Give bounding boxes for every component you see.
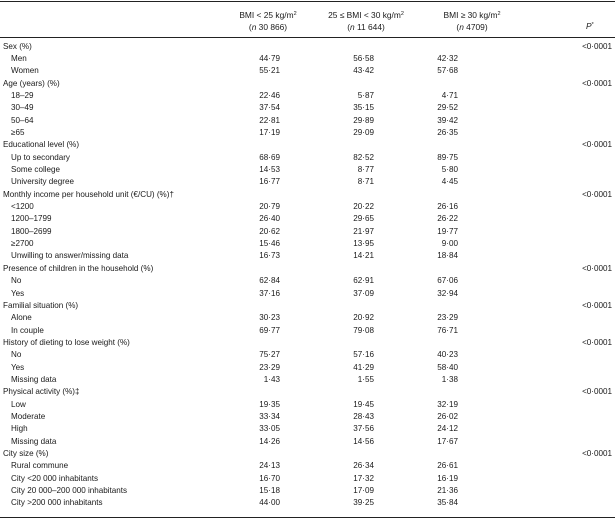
table-row [0, 128, 615, 139]
bmi-over-30-value: 67·06 [437, 276, 458, 286]
table-section-row [0, 387, 615, 398]
header-n: n [251, 21, 257, 32]
header-text: BMI < 25 kg/m [239, 10, 294, 20]
bmi-over-30-value: 26·61 [437, 461, 458, 471]
header-text: ( [347, 21, 350, 32]
top-rule [0, 1, 615, 2]
p-value: <0·0001 [582, 300, 612, 310]
row-label: 50–64 [11, 115, 34, 125]
bmi-over-30-value: 89·75 [437, 152, 458, 162]
bmi-over-30-value: 18·84 [437, 251, 458, 261]
table-row [0, 313, 615, 324]
row-label: 1200–1799 [11, 214, 52, 224]
bmi-over-30-value: 1·38 [441, 374, 458, 384]
bmi-25-30-value: 14·56 [353, 436, 374, 446]
header-rule [0, 37, 615, 38]
row-label: City >200 000 inhabitants [11, 498, 103, 508]
bmi-over-30-value: 32·19 [437, 399, 458, 409]
table-row [0, 474, 615, 485]
header-superscript: 2 [497, 11, 501, 17]
table-section-row [0, 42, 615, 53]
column-header-p-value [586, 21, 614, 33]
p-value: <0·0001 [582, 189, 612, 199]
row-label: Physical activity (%)‡ [3, 387, 80, 397]
bmi-over-30-value: 4·71 [441, 90, 458, 100]
bmi-over-30-value: 4·45 [441, 177, 458, 187]
table-row [0, 177, 615, 188]
table-row [0, 54, 615, 65]
bmi-over-30-value: 17·67 [437, 436, 458, 446]
bmi-under-25-value: 55·21 [259, 66, 280, 76]
row-label: Missing data [11, 436, 57, 446]
table-row [0, 227, 615, 238]
table-row [0, 486, 615, 497]
table-row [0, 66, 615, 77]
bmi-under-25-value: 68·69 [259, 152, 280, 162]
bmi-over-30-value: 16·19 [437, 473, 458, 483]
table-row [0, 498, 615, 509]
header-n: n [459, 21, 464, 32]
bmi-under-25-value: 16·77 [259, 177, 280, 187]
bmi-over-30-value: 23·29 [437, 313, 458, 323]
table-row [0, 363, 615, 374]
bmi-25-30-value: 82·52 [353, 152, 374, 162]
table-section-row [0, 140, 615, 151]
header-text: 11 644) [354, 21, 385, 32]
bmi-25-30-value: 14·21 [353, 251, 374, 261]
bmi-over-30-value: 32·94 [437, 288, 458, 298]
row-label: University degree [11, 177, 74, 187]
bmi-under-25-value: 16·70 [259, 473, 280, 483]
bmi-under-25-value: 19·35 [259, 399, 280, 409]
table-row [0, 239, 615, 250]
row-label: Low [11, 399, 26, 409]
table-row [0, 437, 615, 448]
bmi-under-25-value: 15·18 [259, 486, 280, 496]
bmi-25-30-value: 8·71 [357, 177, 374, 187]
bmi-under-25-value: 62·84 [259, 276, 280, 286]
bmi-over-30-value: 19·77 [437, 226, 458, 236]
bmi-25-30-value: 29·89 [353, 115, 374, 125]
row-label: <1200 [11, 202, 34, 212]
row-label: In couple [11, 325, 44, 335]
row-label: City <20 000 inhabitants [11, 473, 99, 483]
row-label: Moderate [11, 412, 46, 421]
table-row [0, 276, 615, 287]
row-label: Age (years) (%) [3, 78, 60, 88]
header-text: 30 866) [256, 21, 288, 32]
table-section-row [0, 190, 615, 201]
table-row [0, 116, 615, 127]
header-superscript: 2 [293, 11, 297, 17]
row-label: Rural commune [11, 461, 69, 471]
row-label: ≥65 [11, 127, 25, 137]
bmi-over-30-value: 21·36 [437, 486, 458, 496]
bmi-25-30-value: 17·09 [353, 486, 374, 496]
bmi-over-30-value: 42·32 [437, 53, 458, 63]
header-p: P [586, 21, 592, 31]
bmi-25-30-value: 28·43 [353, 412, 374, 421]
bmi-25-30-value: 43·42 [353, 66, 374, 76]
bmi-under-25-value: 14·26 [259, 436, 280, 446]
header-text: 4709) [463, 21, 488, 32]
table-section-row [0, 264, 615, 275]
table-row [0, 214, 615, 225]
row-label: Men [11, 53, 27, 63]
row-label: Educational level (%) [3, 140, 80, 150]
table-section-row [0, 338, 615, 349]
row-label: Women [11, 66, 39, 76]
table-row [0, 289, 615, 300]
table-row [0, 461, 615, 472]
bmi-under-25-value: 16·73 [259, 251, 280, 261]
bmi-under-25-value: 33·34 [259, 412, 280, 421]
p-value: <0·0001 [582, 337, 612, 347]
row-label: 18–29 [11, 90, 34, 100]
bmi-under-25-value: 44·00 [259, 498, 280, 508]
bmi-under-25-value: 30·23 [259, 313, 280, 323]
bmi-25-30-value: 8·77 [357, 165, 374, 174]
row-label: 30–49 [11, 103, 34, 113]
row-label: No [11, 276, 22, 286]
bmi-25-30-value: 79·08 [353, 325, 374, 335]
table-row [0, 350, 615, 361]
table-row [0, 412, 615, 423]
row-label: Yes [11, 362, 25, 372]
bmi-under-25-value: 37·16 [259, 288, 280, 298]
bmi-under-25-value: 37·54 [259, 103, 280, 113]
p-value: <0·0001 [582, 78, 612, 88]
bmi-under-25-value: 24·13 [259, 461, 280, 471]
bmi-over-30-value: 26·16 [437, 202, 458, 212]
bmi-25-30-value: 17·32 [353, 473, 374, 483]
bmi-under-25-value: 20·79 [259, 202, 280, 212]
table-row [0, 165, 615, 176]
p-value: <0·0001 [582, 140, 612, 150]
row-label: Alone [11, 313, 32, 323]
bmi-over-30-value: 26·35 [437, 127, 458, 137]
bmi-25-30-value: 29·09 [353, 127, 374, 137]
table-row [0, 375, 615, 386]
bmi-25-30-value: 1·55 [357, 374, 374, 384]
row-label: Yes [11, 288, 25, 298]
bmi-under-25-value: 22·46 [259, 90, 280, 100]
p-value: <0·0001 [582, 263, 612, 273]
bmi-over-30-value: 57·68 [437, 66, 458, 76]
header-n: n [350, 21, 355, 32]
row-label: Sex (%) [3, 41, 32, 51]
header-superscript: 2 [400, 11, 404, 17]
row-label: No [11, 350, 22, 360]
bmi-over-30-value: 58·40 [437, 362, 458, 372]
table-row [0, 251, 615, 262]
bmi-25-30-value: 20·22 [353, 202, 374, 212]
bmi-25-30-value: 37·09 [353, 288, 374, 298]
header-text: ( [248, 21, 252, 32]
p-value: <0·0001 [582, 41, 612, 51]
bmi-25-30-value: 5·87 [357, 90, 374, 100]
bmi-25-30-value: 29·65 [353, 214, 374, 224]
bmi-25-30-value: 37·56 [353, 424, 374, 434]
bmi-25-30-value: 19·45 [353, 399, 374, 409]
bmi-under-25-value: 22·81 [259, 115, 280, 125]
table-row [0, 103, 615, 114]
bmi-over-30-value: 24·12 [437, 424, 458, 434]
table-row [0, 202, 615, 213]
table-row [0, 91, 615, 102]
table-row [0, 326, 615, 337]
bmi-over-30-value: 26·02 [437, 412, 458, 421]
bmi-under-25-value: 17·19 [259, 127, 280, 137]
bmi-over-30-value: 29·52 [437, 103, 458, 113]
bmi-25-30-value: 21·97 [353, 226, 374, 236]
row-label: 1800–2699 [11, 226, 52, 236]
header-superscript: * [591, 22, 594, 28]
table-section-row [0, 301, 615, 312]
row-label: Missing data [11, 374, 57, 384]
table-row [0, 153, 615, 164]
bmi-25-30-value: 56·58 [353, 53, 374, 63]
bmi-over-30-value: 76·71 [437, 325, 458, 335]
bmi-over-30-value: 5·80 [441, 165, 458, 174]
row-label: Some college [11, 165, 61, 174]
table-row [0, 424, 615, 435]
bmi-under-25-value: 1·43 [263, 374, 280, 384]
row-label: Up to secondary [11, 152, 70, 162]
row-label: City size (%) [3, 449, 49, 459]
bmi-over-30-value: 40·23 [437, 350, 458, 360]
row-label: Monthly income per household unit (€/CU) (%)† [3, 189, 174, 199]
bmi-under-25-value: 33·05 [259, 424, 280, 434]
bmi-under-25-value: 23·29 [259, 362, 280, 372]
row-label: City 20 000–200 000 inhabitants [11, 486, 128, 496]
table-section-row [0, 79, 615, 90]
bmi-under-25-value: 26·40 [259, 214, 280, 224]
column-header-bmi-under-25 [222, 10, 314, 33]
bmi-25-30-value: 62·91 [353, 276, 374, 286]
header-text: ( [456, 21, 460, 32]
bmi-over-30-value: 39·42 [437, 115, 458, 125]
row-label: ≥2700 [11, 239, 34, 249]
row-label: High [11, 424, 28, 434]
row-label: History of dieting to lose weight (%) [3, 337, 130, 347]
bmi-over-30-value: 35·84 [437, 498, 458, 508]
bmi-over-30-value: 9·00 [441, 239, 458, 249]
bmi-25-30-value: 13·95 [353, 239, 374, 249]
row-label: Presence of children in the household (%) [3, 263, 154, 273]
column-header-bmi-over-30 [425, 10, 519, 33]
bmi-25-30-value: 39·25 [353, 498, 374, 508]
p-value: <0·0001 [582, 387, 612, 397]
column-header-bmi-25-30 [314, 10, 418, 33]
bmi-under-25-value: 69·77 [259, 325, 280, 335]
bmi-25-30-value: 20·92 [353, 313, 374, 323]
bmi-under-25-value: 44·79 [259, 53, 280, 63]
table-section-row [0, 449, 615, 460]
bmi-under-25-value: 75·27 [259, 350, 280, 360]
bmi-under-25-value: 15·46 [259, 239, 280, 249]
bmi-25-30-value: 35·15 [353, 103, 374, 113]
row-label: Familial situation (%) [3, 300, 79, 310]
header-text: 25 ≤ BMI < 30 kg/m [328, 10, 401, 20]
bmi-25-30-value: 26·34 [353, 461, 374, 471]
bmi-25-30-value: 41·29 [353, 362, 374, 372]
row-label: Unwilling to answer/missing data [11, 251, 129, 261]
bmi-25-30-value: 57·16 [353, 350, 374, 360]
table-row [0, 400, 615, 411]
p-value: <0·0001 [582, 449, 612, 459]
bmi-under-25-value: 14·53 [259, 165, 280, 174]
bmi-under-25-value: 20·62 [259, 226, 280, 236]
header-text: BMI ≥ 30 kg/m [443, 10, 498, 20]
bmi-over-30-value: 26·22 [437, 214, 458, 224]
